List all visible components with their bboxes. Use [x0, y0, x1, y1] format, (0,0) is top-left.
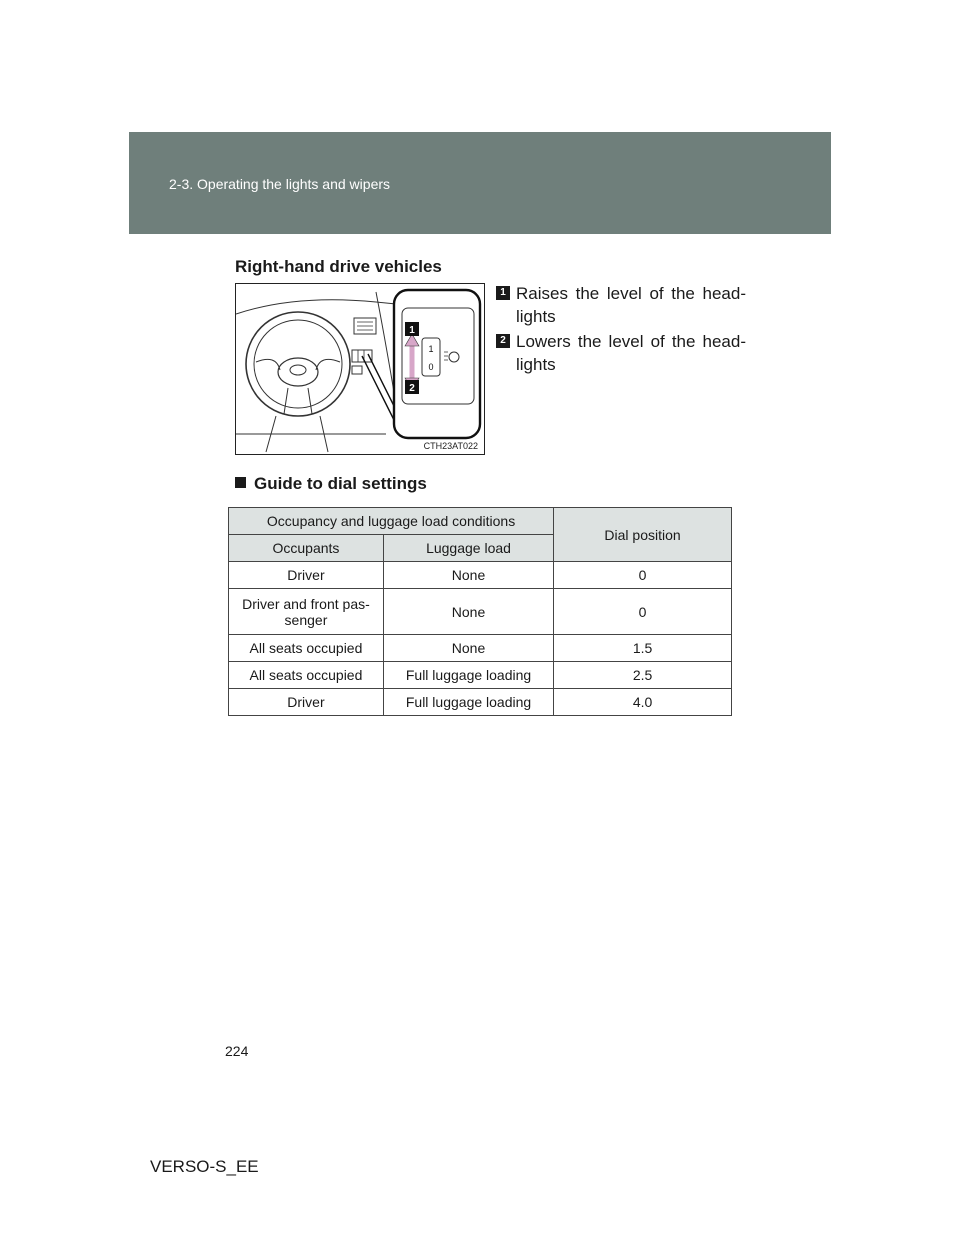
svg-text:1: 1: [428, 344, 434, 354]
table-cell: 2.5: [554, 662, 732, 689]
table-cell: 1.5: [554, 635, 732, 662]
table-row: [229, 589, 732, 635]
group-header: Occupancy and luggage load conditions: [229, 508, 554, 535]
luggage-header: Luggage load: [383, 535, 553, 562]
figure-marker-1: 1: [409, 325, 415, 336]
table-cell: Driver and front pas-senger: [229, 589, 384, 635]
table-cell: All seats occupied: [229, 662, 384, 689]
dial-position-header: Dial position: [554, 508, 732, 562]
figure-marker-2: 2: [409, 383, 415, 394]
table-cell: Driver: [229, 689, 384, 716]
occupants-header: Occupants: [229, 535, 384, 562]
callout-item: [496, 282, 746, 328]
svg-text:0: 0: [428, 362, 434, 372]
table-cell: 0: [554, 562, 732, 589]
figure-code: CTH23AT022: [423, 441, 478, 451]
table-cell: None: [383, 562, 553, 589]
callout-text: Lowers the level of the head-lights: [516, 332, 746, 374]
table-row: [229, 662, 732, 689]
footer-code: VERSO-S_EE: [150, 1157, 259, 1176]
header-band: [129, 132, 831, 234]
callout-number-badge: 2: [496, 334, 510, 348]
subheading: Right-hand drive vehicles: [235, 257, 442, 276]
table-cell: 4.0: [554, 689, 732, 716]
callout-number-badge: 1: [496, 286, 510, 300]
table-cell: None: [383, 589, 553, 635]
guide-title: Guide to dial settings: [254, 474, 427, 493]
page-number: 224: [225, 1043, 249, 1059]
table-row: [229, 635, 732, 662]
callout-item: [496, 330, 746, 376]
table-cell: Full luggage loading: [383, 689, 553, 716]
dial-settings-table: [228, 507, 732, 716]
table-cell: Driver: [229, 562, 384, 589]
table-row: [229, 689, 732, 716]
dashboard-drawing: [236, 284, 484, 454]
table-cell: Full luggage loading: [383, 662, 553, 689]
table-cell: None: [383, 635, 553, 662]
table-cell: All seats occupied: [229, 635, 384, 662]
table-row: [229, 562, 732, 589]
guide-heading: [235, 474, 427, 494]
table-cell: 0: [554, 589, 732, 635]
dashboard-illustration: [235, 283, 485, 455]
square-bullet-icon: [235, 477, 246, 488]
callout-text: Raises the level of the head-lights: [516, 284, 746, 326]
section-title: 2-3. Operating the lights and wipers: [169, 176, 391, 192]
